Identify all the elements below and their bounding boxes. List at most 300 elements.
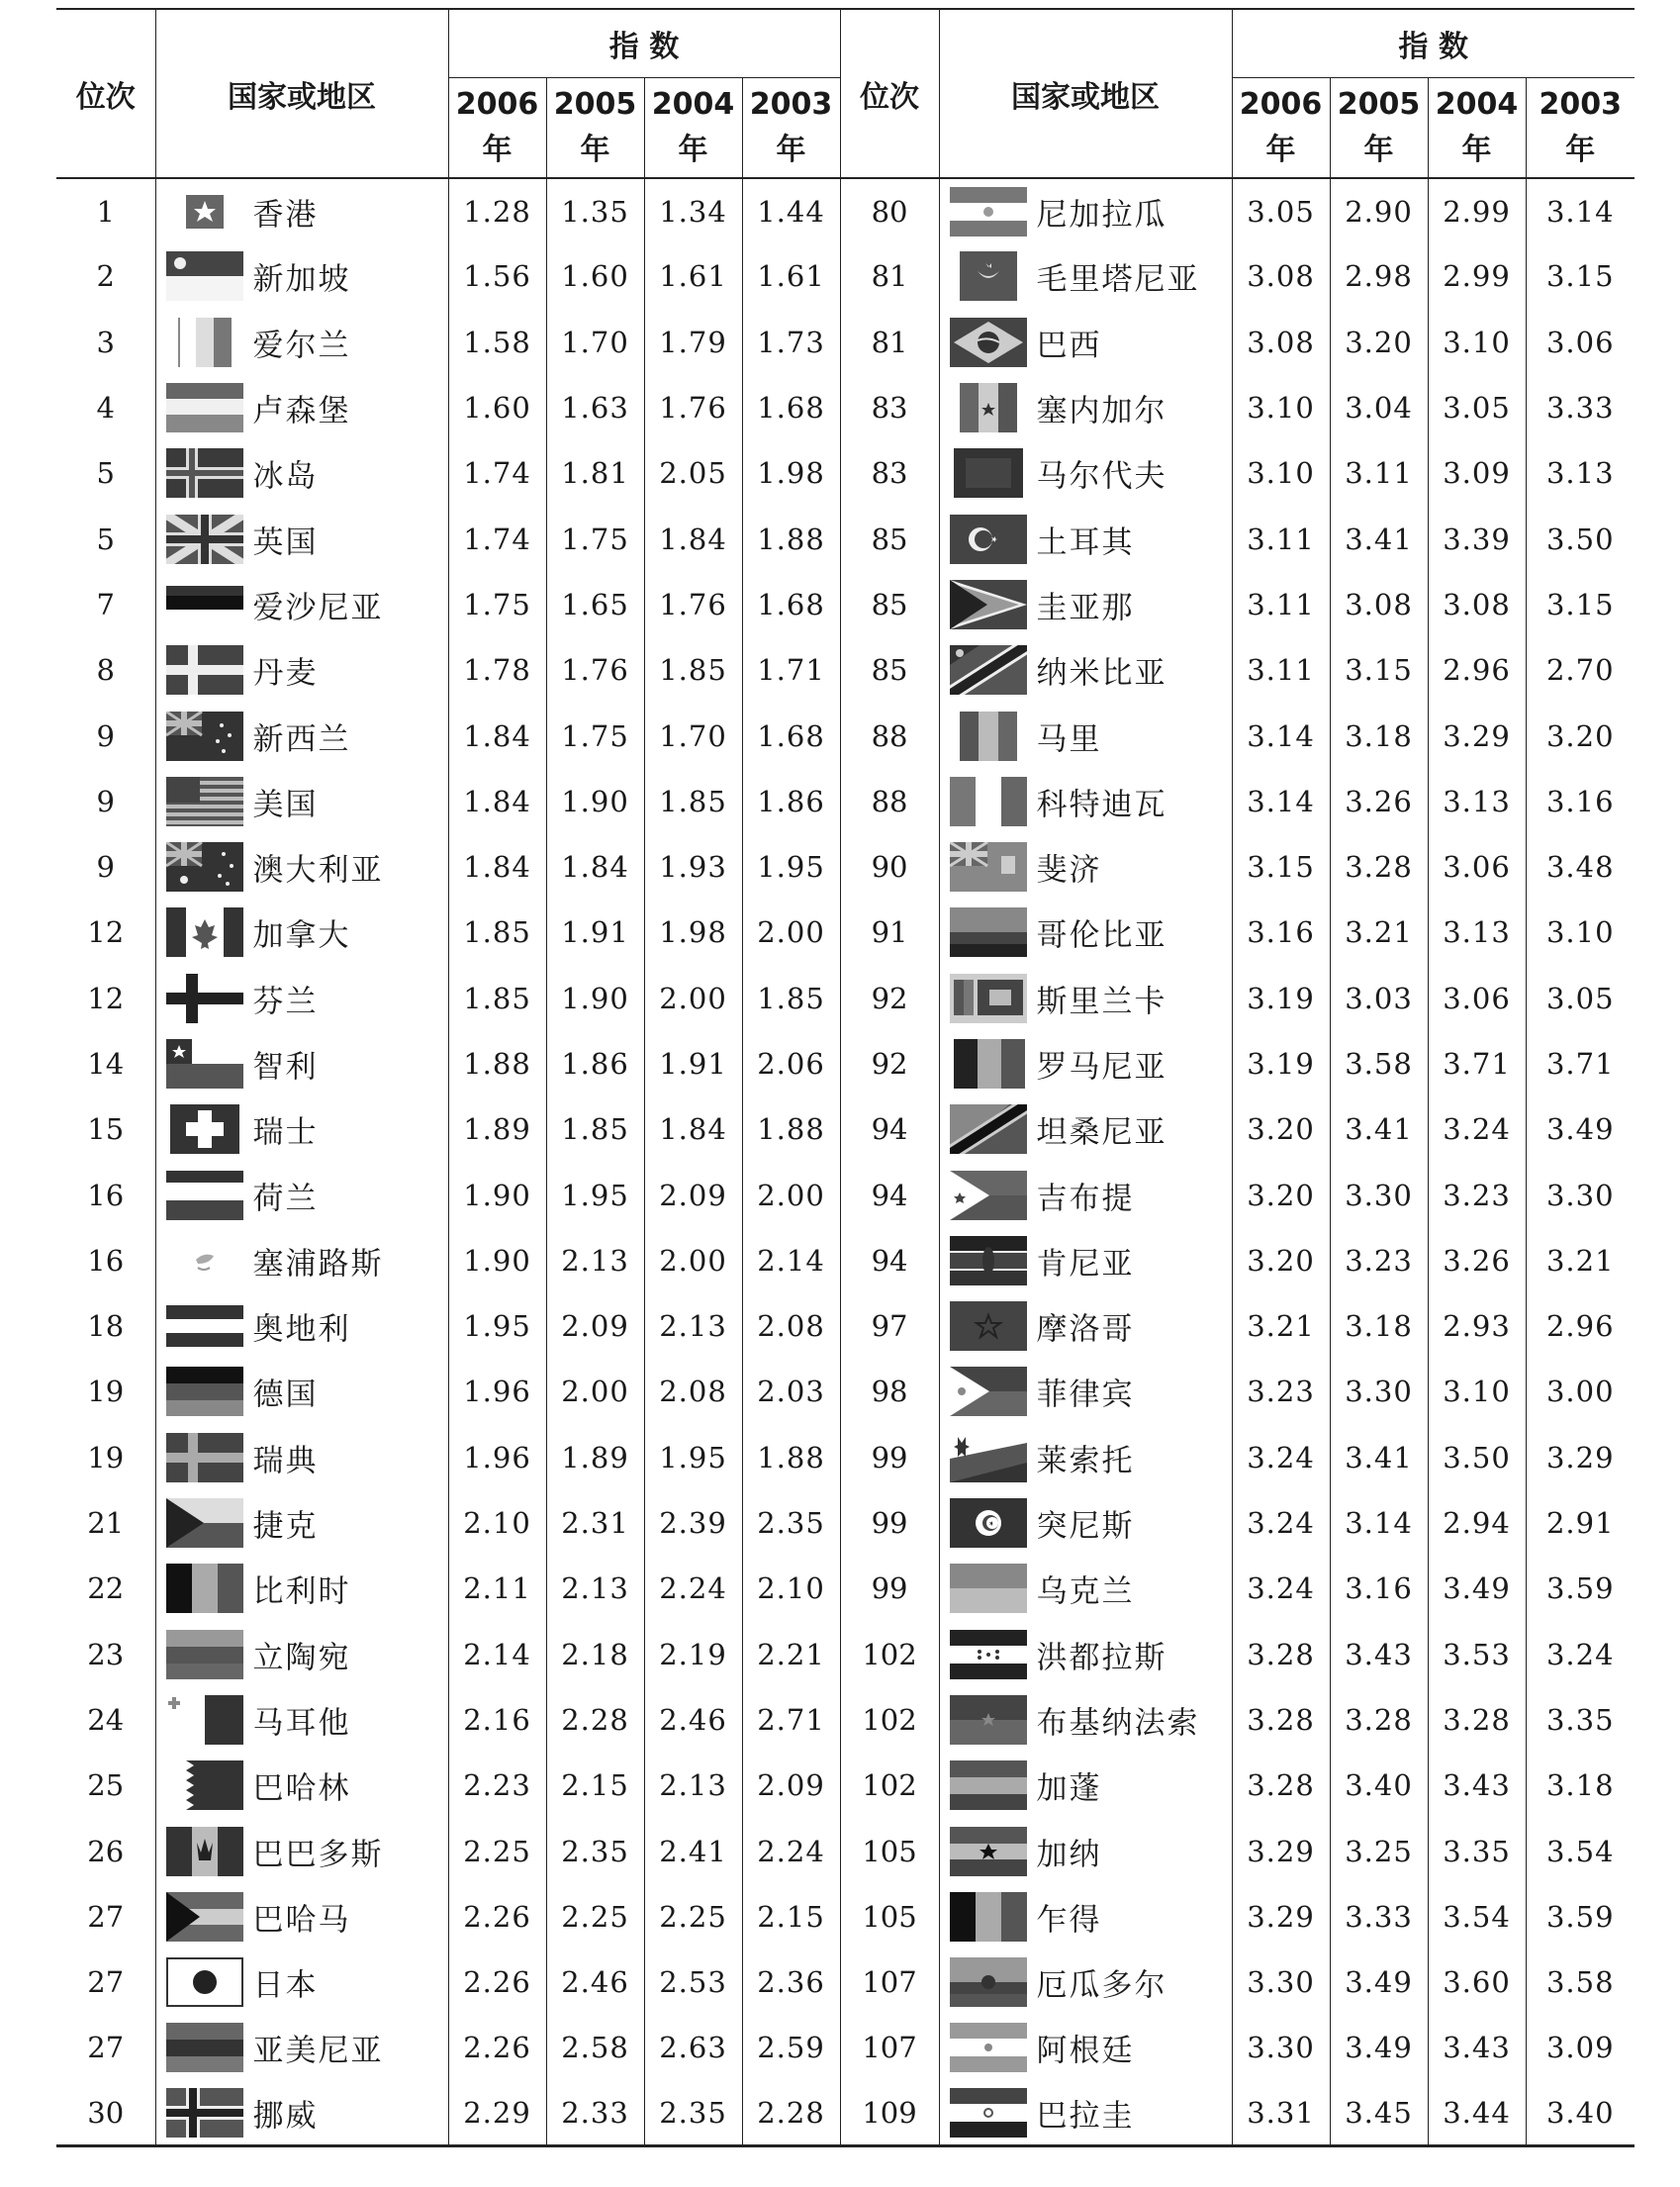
country-cell: [939, 2015, 1232, 2080]
index-value: 3.14: [1330, 1490, 1428, 1556]
flag: [156, 1367, 253, 1416]
index-value: 2.96: [1545, 1309, 1615, 1344]
rank-cell: 1: [56, 178, 155, 243]
rank-cell: 26: [56, 1818, 155, 1883]
country-cell: [939, 703, 1232, 768]
flag: [156, 1827, 253, 1876]
index-value: 1.95: [742, 834, 840, 900]
index-value: 1.44: [742, 178, 840, 243]
index-value: 3.15: [1232, 834, 1330, 900]
flag: [156, 383, 253, 432]
table-row: [56, 1162, 1634, 1227]
header-rank-left: 位次: [56, 9, 155, 178]
flag: [156, 2023, 253, 2072]
index-value: 3.43: [1330, 1622, 1428, 1687]
flag: [156, 2088, 253, 2138]
index-value: 2.26: [448, 2015, 546, 2080]
index-value: 1.75: [546, 506, 644, 571]
index-value: 2.14: [448, 1622, 546, 1687]
table-row: [56, 1753, 1634, 1818]
index-value: 2.28: [546, 1687, 644, 1753]
table-row: [56, 310, 1634, 375]
country-cell: [155, 1687, 448, 1753]
country-name: 巴哈马: [252, 1902, 351, 1939]
country-name: 圭亚那: [1036, 590, 1135, 626]
country-name: 坦桑尼亚: [1036, 1114, 1167, 1151]
index-value: 3.71: [1428, 1031, 1526, 1096]
index-value: 3.30: [1545, 1178, 1615, 1212]
country-cell: [155, 243, 448, 309]
flag-kenya-icon: [950, 1236, 1027, 1285]
flag-denmark-icon: [166, 645, 243, 695]
index-value: 2.03: [742, 1359, 840, 1424]
index-value: 3.08: [1330, 572, 1428, 637]
country-cell: [155, 1622, 448, 1687]
country-cell: [155, 2081, 448, 2146]
flag-newzealand-icon: [166, 712, 243, 761]
index-value: 1.84: [448, 703, 546, 768]
index-value: 1.78: [448, 637, 546, 703]
index-value: 2.91: [1545, 1506, 1615, 1541]
country-name: 毛里塔尼亚: [1036, 261, 1200, 298]
index-value: 2.19: [644, 1622, 742, 1687]
header-year-2004: 2004年: [644, 78, 742, 179]
rank-cell: 27: [56, 1884, 155, 1949]
index-value: 3.28: [1330, 1687, 1428, 1753]
country-name: 丹麦: [252, 655, 319, 692]
flag-singapore-icon: [166, 251, 243, 301]
index-value: 3.15: [1545, 587, 1615, 621]
country-name: 罗马尼亚: [1036, 1049, 1167, 1086]
rank-cell: 3: [56, 310, 155, 375]
flag: [940, 2023, 1037, 2072]
index-value: 1.85: [644, 637, 742, 703]
index-value: 2.26: [448, 1884, 546, 1949]
flag: [156, 1695, 253, 1745]
index-value: 1.76: [644, 375, 742, 440]
index-value: 2.00: [742, 1162, 840, 1227]
country-cell: [939, 506, 1232, 571]
flag-maldives-icon: [950, 448, 1027, 498]
flag: [940, 187, 1037, 237]
index-value: 3.15: [1545, 259, 1615, 294]
flag: [940, 318, 1037, 367]
index-value: 3.24: [1232, 1425, 1330, 1490]
index-value: 1.89: [546, 1425, 644, 1490]
rank-cell: 99: [840, 1490, 939, 1556]
country-name: 亚美尼亚: [252, 2033, 384, 2069]
flag: [940, 1301, 1037, 1351]
rank-cell: 88: [840, 769, 939, 834]
flag-bahamas-icon: [166, 1892, 243, 1942]
flag: [940, 1236, 1037, 1285]
index-value: 3.05: [1232, 178, 1330, 243]
country-cell: [155, 703, 448, 768]
country-cell: [939, 1622, 1232, 1687]
table-row: [56, 1490, 1634, 1556]
index-value: 3.39: [1428, 506, 1526, 571]
country-cell: [155, 1753, 448, 1818]
table-row: [56, 1622, 1634, 1687]
country-cell: [939, 1293, 1232, 1359]
flag-australia-icon: [166, 842, 243, 892]
rank-cell: 19: [56, 1359, 155, 1424]
country-cell: [155, 900, 448, 965]
country-name: 美国: [252, 787, 319, 823]
rank-cell: 94: [840, 1228, 939, 1293]
index-value: 1.98: [742, 440, 840, 506]
flag: [156, 974, 253, 1023]
index-value: 3.60: [1428, 1949, 1526, 2015]
table-row: [56, 1556, 1634, 1621]
index-value: 3.11: [1232, 637, 1330, 703]
flag-burkinafaso-icon: [950, 1695, 1027, 1745]
country-cell: [155, 1884, 448, 1949]
flag: [940, 2088, 1037, 2138]
table-row: [56, 1818, 1634, 1883]
index-value: 3.24: [1545, 1637, 1615, 1671]
country-cell: [939, 1490, 1232, 1556]
rank-cell: 85: [840, 572, 939, 637]
index-value: 3.31: [1232, 2081, 1330, 2146]
rank-cell: 88: [840, 703, 939, 768]
rank-cell: 83: [840, 375, 939, 440]
index-value: 1.93: [644, 834, 742, 900]
country-cell: [939, 1687, 1232, 1753]
country-cell: [155, 310, 448, 375]
flag-usa-icon: [166, 777, 243, 826]
rank-cell: 90: [840, 834, 939, 900]
table-row: [56, 1359, 1634, 1424]
index-value: 3.18: [1330, 1293, 1428, 1359]
flag: [940, 842, 1037, 892]
country-cell: [155, 440, 448, 506]
index-value: 1.68: [742, 703, 840, 768]
index-value: 1.81: [546, 440, 644, 506]
country-cell: [155, 637, 448, 703]
flag-malta-icon: [166, 1695, 243, 1745]
rank-cell: 102: [840, 1753, 939, 1818]
flag-gabon-icon: [950, 1760, 1027, 1810]
index-value: 2.05: [644, 440, 742, 506]
country-cell: [155, 1556, 448, 1621]
rank-cell: 16: [56, 1162, 155, 1227]
index-value: 1.65: [546, 572, 644, 637]
index-value: 1.86: [742, 769, 840, 834]
index-value: 2.31: [546, 1490, 644, 1556]
header-country-left: 国家或地区: [155, 9, 448, 178]
index-value: 3.28: [1330, 834, 1428, 900]
country-name: 芬兰: [252, 984, 319, 1020]
flag: [940, 1498, 1037, 1548]
index-value: 3.49: [1545, 1112, 1615, 1147]
country-cell: [939, 1425, 1232, 1490]
rank-cell: 81: [840, 243, 939, 309]
flag-tanzania-icon: [950, 1104, 1027, 1154]
index-value: 2.63: [644, 2015, 742, 2080]
flag: [940, 1104, 1037, 1154]
header-index-left: 指 数: [448, 9, 840, 78]
index-value: 3.24: [1232, 1556, 1330, 1621]
index-value: 1.95: [644, 1425, 742, 1490]
index-value: 3.25: [1330, 1818, 1428, 1883]
country-name: 土耳其: [1036, 524, 1135, 561]
rank-cell: 102: [840, 1622, 939, 1687]
index-value: 2.70: [1545, 653, 1615, 688]
flag-senegal-icon: [950, 383, 1027, 432]
flag: [156, 580, 253, 629]
index-value: 3.13: [1428, 769, 1526, 834]
rank-cell: 4: [56, 375, 155, 440]
rank-cell: 94: [840, 1162, 939, 1227]
index-value: 3.48: [1545, 850, 1615, 885]
country-cell: [155, 1490, 448, 1556]
country-cell: [939, 243, 1232, 309]
country-cell: [939, 440, 1232, 506]
index-value: 2.24: [742, 1818, 840, 1883]
rank-cell: 80: [840, 178, 939, 243]
index-value: 3.23: [1232, 1359, 1330, 1424]
table-row: [56, 1293, 1634, 1359]
index-value: 3.10: [1428, 1359, 1526, 1424]
index-value: 1.60: [448, 375, 546, 440]
flag-ecuador-icon: [950, 1957, 1027, 2007]
country-name: 厄瓜多尔: [1036, 1967, 1167, 2004]
index-value: 1.70: [546, 310, 644, 375]
flag-bahrain-icon: [166, 1760, 243, 1810]
country-name: 哥伦比亚: [1036, 917, 1167, 954]
country-cell: [939, 375, 1232, 440]
rank-cell: 92: [840, 1031, 939, 1096]
country-name: 尼加拉瓜: [1036, 197, 1167, 234]
flag-lesotho-icon: [950, 1433, 1027, 1482]
country-name: 巴拉圭: [1036, 2098, 1135, 2135]
index-value: 2.13: [546, 1556, 644, 1621]
index-value: 3.41: [1330, 1096, 1428, 1162]
country-cell: [939, 834, 1232, 900]
flag: [940, 515, 1037, 564]
table-row: [56, 966, 1634, 1031]
table-row: [56, 440, 1634, 506]
index-value: 1.28: [448, 178, 546, 243]
country-name: 瑞士: [252, 1114, 319, 1151]
table-row: [56, 506, 1634, 571]
header-year-2004: 2004年: [1428, 78, 1526, 179]
index-value: 2.98: [1330, 243, 1428, 309]
flag-brazil-icon: [950, 318, 1027, 367]
index-value: 3.29: [1232, 1884, 1330, 1949]
flag: [940, 1760, 1037, 1810]
country-name: 马尔代夫: [1036, 458, 1167, 495]
country-cell: [155, 375, 448, 440]
index-value: 3.59: [1545, 1571, 1615, 1606]
rank-cell: 85: [840, 637, 939, 703]
index-value: 2.14: [742, 1228, 840, 1293]
index-value: 3.08: [1428, 572, 1526, 637]
flag-iceland-icon: [166, 448, 243, 498]
rank-cell: 14: [56, 1031, 155, 1096]
country-name: 马耳他: [252, 1705, 351, 1742]
flag: [156, 1039, 253, 1089]
table-row: [56, 834, 1634, 900]
index-value: 1.79: [644, 310, 742, 375]
flag-japan-icon: [166, 1957, 243, 2007]
country-cell: [939, 1884, 1232, 1949]
index-value: 3.59: [1545, 1899, 1615, 1934]
rank-cell: 19: [56, 1425, 155, 1490]
flag-paraguay-icon: [950, 2088, 1027, 2138]
rank-cell: 109: [840, 2081, 939, 2146]
table-row: [56, 1884, 1634, 1949]
table-row: [56, 1096, 1634, 1162]
index-value: 3.24: [1232, 1490, 1330, 1556]
index-value: 3.20: [1232, 1096, 1330, 1162]
flag-fiji-icon: [950, 842, 1027, 892]
index-value: 3.09: [1428, 440, 1526, 506]
rank-cell: 99: [840, 1425, 939, 1490]
country-name: 莱索托: [1036, 1443, 1135, 1479]
flag-ghana-icon: [950, 1827, 1027, 1876]
flag-uk-icon: [166, 515, 243, 564]
index-value: 2.21: [742, 1622, 840, 1687]
index-value: 3.26: [1428, 1228, 1526, 1293]
index-value: 2.28: [742, 2081, 840, 2146]
flag: [156, 1564, 253, 1613]
index-value: 3.41: [1330, 506, 1428, 571]
rank-cell: 12: [56, 900, 155, 965]
flag: [940, 1433, 1037, 1482]
index-value: 2.35: [644, 2081, 742, 2146]
index-value: 3.09: [1545, 2031, 1615, 2065]
country-cell: [939, 572, 1232, 637]
rank-cell: 107: [840, 2015, 939, 2080]
index-value: 3.58: [1545, 1965, 1615, 2000]
country-name: 荷兰: [252, 1181, 319, 1217]
country-name: 加纳: [1036, 1837, 1102, 1873]
index-value: 3.20: [1232, 1228, 1330, 1293]
index-value: 3.49: [1330, 2015, 1428, 2080]
index-value: 3.20: [1330, 310, 1428, 375]
table-row: [56, 1949, 1634, 2015]
flag: [940, 1892, 1037, 1942]
index-value: 3.19: [1232, 1031, 1330, 1096]
index-value: 1.85: [448, 966, 546, 1031]
index-value: 1.90: [448, 1228, 546, 1293]
index-value: 3.08: [1232, 310, 1330, 375]
index-value: 2.10: [448, 1490, 546, 1556]
rank-cell: 5: [56, 506, 155, 571]
header-year-2003: 2003年: [1526, 78, 1634, 179]
index-value: 1.70: [644, 703, 742, 768]
index-value: 3.23: [1428, 1162, 1526, 1227]
table-row: [56, 2015, 1634, 2080]
index-value: 3.29: [1232, 1818, 1330, 1883]
index-value: 3.11: [1330, 440, 1428, 506]
country-name: 新加坡: [252, 261, 351, 298]
country-name: 新西兰: [252, 721, 351, 758]
table-row: [56, 900, 1634, 965]
index-value: 3.28: [1428, 1687, 1526, 1753]
index-value: 1.84: [448, 769, 546, 834]
country-cell: [155, 1228, 448, 1293]
index-value: 1.73: [742, 310, 840, 375]
index-value: 3.33: [1330, 1884, 1428, 1949]
index-value: 1.90: [546, 769, 644, 834]
rank-cell: 81: [840, 310, 939, 375]
index-value: 2.25: [644, 1884, 742, 1949]
flag: [156, 187, 253, 237]
index-value: 3.00: [1545, 1375, 1615, 1409]
index-value: 3.26: [1330, 769, 1428, 834]
index-value: 2.13: [644, 1293, 742, 1359]
country-name: 摩洛哥: [1036, 1311, 1135, 1348]
country-cell: [939, 1753, 1232, 1818]
flag-ukraine-icon: [950, 1564, 1027, 1613]
index-value: 1.75: [448, 572, 546, 637]
flag: [156, 842, 253, 892]
country-name: 香港: [252, 197, 319, 234]
country-name: 巴西: [1036, 328, 1102, 364]
index-value: 1.76: [546, 637, 644, 703]
index-value: 3.08: [1232, 243, 1330, 309]
index-value: 2.00: [644, 966, 742, 1031]
index-value: 1.84: [644, 1096, 742, 1162]
index-value: 3.58: [1330, 1031, 1428, 1096]
flag: [156, 1301, 253, 1351]
flag-honduras-icon: [950, 1630, 1027, 1679]
index-value: 1.61: [644, 243, 742, 309]
index-value: 3.15: [1330, 637, 1428, 703]
flag-chile-icon: [166, 1039, 243, 1089]
country-name: 捷克: [252, 1508, 319, 1545]
index-value: 3.18: [1330, 703, 1428, 768]
index-value: 1.88: [742, 1425, 840, 1490]
index-value: 1.90: [546, 966, 644, 1031]
rank-cell: 27: [56, 1949, 155, 2015]
country-name: 肯尼亚: [1036, 1246, 1135, 1283]
index-value: 3.29: [1428, 703, 1526, 768]
flag: [940, 1564, 1037, 1613]
index-value: 1.74: [448, 506, 546, 571]
country-name: 突尼斯: [1036, 1508, 1135, 1545]
country-name: 巴哈林: [252, 1770, 351, 1807]
country-name: 澳大利亚: [252, 852, 384, 889]
index-value: 3.19: [1232, 966, 1330, 1031]
flag-nicaragua-icon: [950, 187, 1027, 237]
index-value: 2.35: [742, 1490, 840, 1556]
index-value: 3.13: [1428, 900, 1526, 965]
index-value: 2.08: [644, 1359, 742, 1424]
index-value: 1.84: [546, 834, 644, 900]
index-value: 2.23: [448, 1753, 546, 1818]
header-year-2006: 2006年: [1232, 78, 1330, 179]
country-cell: [939, 1031, 1232, 1096]
index-value: 1.56: [448, 243, 546, 309]
country-cell: [939, 637, 1232, 703]
flag-ivorycoast-icon: [950, 777, 1027, 826]
index-value: 3.21: [1545, 1243, 1615, 1278]
flag: [156, 1760, 253, 1810]
index-value: 3.28: [1232, 1622, 1330, 1687]
rank-cell: 23: [56, 1622, 155, 1687]
rank-cell: 98: [840, 1359, 939, 1424]
index-value: 3.41: [1330, 1425, 1428, 1490]
flag-namibia-icon: [950, 645, 1027, 695]
flag-tunisia-icon: [950, 1498, 1027, 1548]
flag-luxembourg-icon: [166, 383, 243, 432]
index-value: 1.68: [742, 572, 840, 637]
country-name: 日本: [252, 1967, 319, 2004]
